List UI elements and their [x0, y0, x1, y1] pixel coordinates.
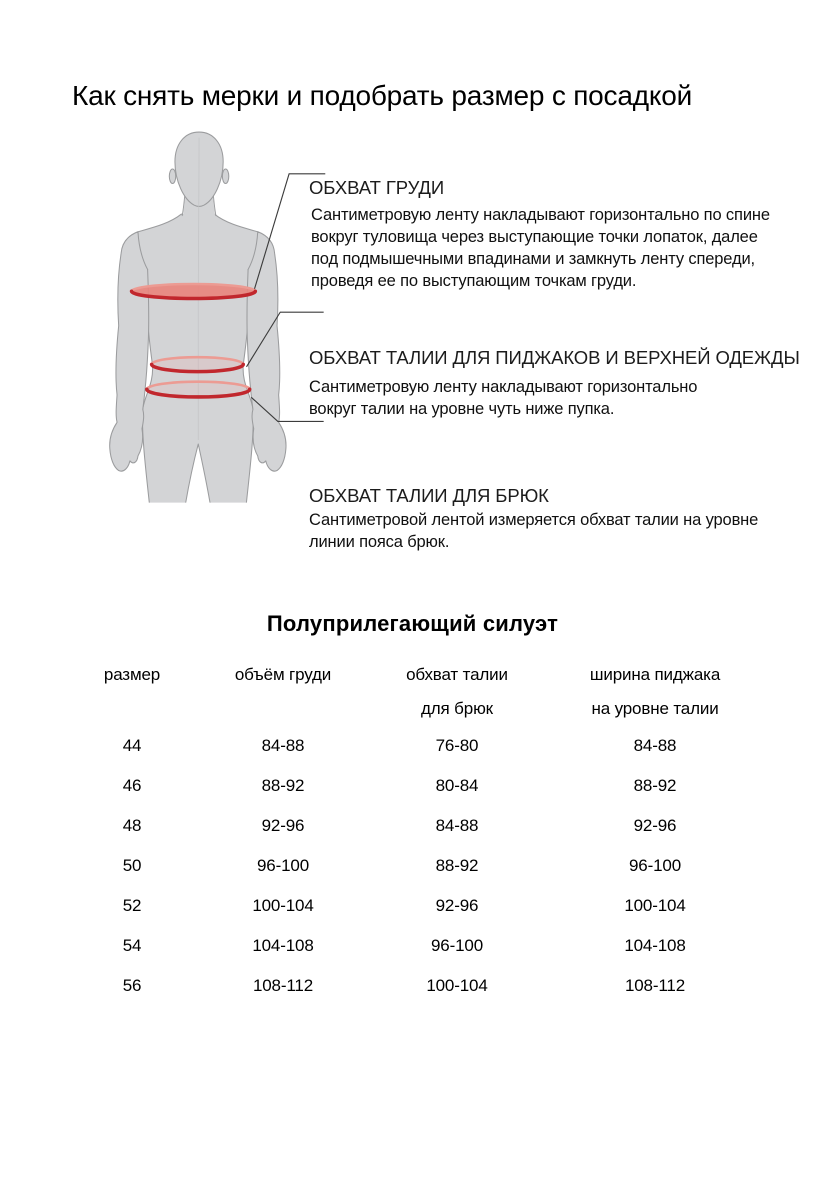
table-cell: 92-96 — [261, 816, 305, 835]
table-cell: 108-112 — [624, 976, 686, 995]
table-cell: 96-100 — [628, 856, 682, 875]
table-cell: 50 — [122, 856, 142, 875]
table-cell: 104-108 — [252, 936, 314, 955]
size-table-rows — [60, 726, 758, 1006]
table-cell: 88-92 — [261, 776, 305, 795]
column-header-size: размер — [103, 665, 161, 684]
table-row — [60, 806, 758, 846]
table-cell: 48 — [122, 816, 142, 835]
page-title: Как снять мерки и подобрать размер с посадкой — [72, 80, 693, 111]
table-cell: 76-80 — [435, 736, 479, 755]
table-cell: 92-96 — [435, 896, 479, 915]
male-silhouette — [110, 132, 286, 509]
size-table — [60, 658, 758, 1006]
table-cell: 84-88 — [435, 816, 479, 835]
jacket-waist-label: ОБХВАТ ТАЛИИ ДЛЯ ПИДЖАКОВ И ВЕРХНЕЙ ОДЕЖДЫ — [309, 347, 800, 368]
chest-measurement-label: ОБХВАТ ГРУДИ — [309, 177, 445, 198]
table-cell: 104-108 — [624, 936, 686, 955]
column-header-chest: объём груди — [234, 665, 332, 684]
table-cell: 108-112 — [252, 976, 314, 995]
table-row — [60, 846, 758, 886]
table-cell: 88-92 — [633, 776, 677, 795]
size-table-title: Полуприлегающий силуэт — [266, 611, 559, 636]
table-cell: 92-96 — [633, 816, 677, 835]
table-cell: 52 — [122, 896, 142, 915]
table-cell: 56 — [122, 976, 142, 995]
table-cell: 96-100 — [430, 936, 484, 955]
column-header-jacket-width: ширина пиджака — [589, 665, 721, 684]
table-cell: 100-104 — [426, 976, 488, 995]
column-header-jacket-width-line2: на уровне талии — [591, 699, 719, 718]
column-header-trouser-waist: обхват талии — [406, 665, 508, 684]
table-row — [60, 766, 758, 806]
table-cell: 88-92 — [435, 856, 479, 875]
right-arm-shape — [247, 232, 286, 471]
table-row — [60, 726, 758, 766]
right-ear — [222, 169, 228, 183]
table-row — [60, 966, 758, 1006]
table-cell: 84-88 — [261, 736, 305, 755]
table-row — [60, 886, 758, 926]
table-cell: 84-88 — [633, 736, 677, 755]
column-header-trouser-waist-line2: для брюк — [421, 699, 493, 718]
trouser-waist-description: Сантиметровой лентой измеряется обхват талии на уровне линии пояса брюк. — [309, 511, 759, 551]
left-ear — [169, 169, 175, 183]
left-arm-shape — [110, 232, 149, 471]
table-cell: 46 — [122, 776, 142, 795]
chest-measurement-ring — [132, 284, 256, 298]
trouser-waist-label: ОБХВАТ ТАЛИИ ДЛЯ БРЮК — [309, 485, 549, 506]
table-row — [60, 926, 758, 966]
table-cell: 80-84 — [435, 776, 479, 795]
trouser-waist-ring — [147, 382, 250, 397]
table-cell: 100-104 — [252, 896, 314, 915]
table-header-row-2 — [60, 692, 758, 726]
table-cell: 96-100 — [256, 856, 310, 875]
table-header-row-1 — [60, 658, 758, 692]
table-cell: 100-104 — [624, 896, 686, 915]
jacket-waist-ring — [152, 357, 244, 371]
table-cell: 44 — [122, 736, 142, 755]
chest-measurement-description: Сантиметровую ленту накладывают горизонтально по спине вокруг туловища через выступающие точки лопаток, далее под подмышечными впадинами и замкнуть ленту спереди, проведя ее по выступающим точкам груди. — [311, 206, 770, 290]
jacket-waist-description: Сантиметровую ленту накладывают горизонтально вокруг талии на уровне чуть ниже пупка. — [309, 378, 698, 418]
table-cell: 54 — [122, 936, 142, 955]
